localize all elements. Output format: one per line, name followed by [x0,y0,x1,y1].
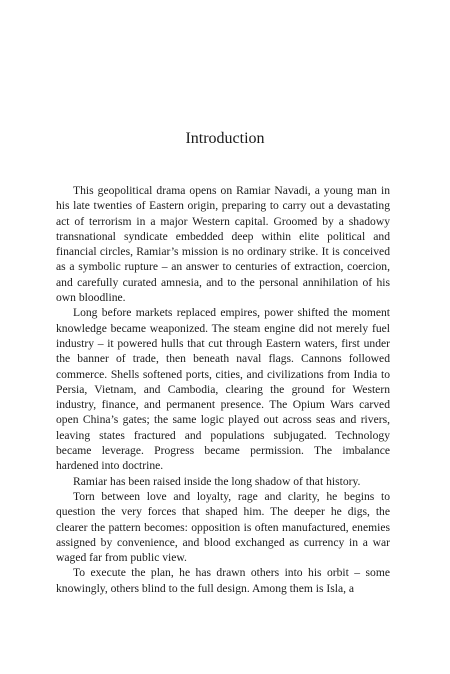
paragraph: This geopolitical drama opens on Ramiar Navadi, a young man in his late twenties of Eastern origin, preparing to carry out a devastating act of terrorism in a major Western capital. Groomed by a shadowy transnational syndicate embedded deep within elite political and financial circles, Ramiar’s mission is no ordinary strike. It is conceived as a symbolic rupture – an answer to centuries of extraction, coercion, and carefully curated amnesia, and to the personal annihilation of his own bloodline. [56,184,390,305]
paragraph: Long before markets replaced empires, power shifted the moment knowledge became weaponized. The steam engine did not merely fuel industry – it powered hulls that cut through Eastern waters, first under the banner of trade, then beneath naval flags. Cannons followed commerce. Shells softened ports, cities, and civilizations from India to Persia, Vietnam, and Cambodia, clearing the ground for Western industry, finance, and permanent presence. The Opium Wars carved open China’s gates; the same logic played out across seas and rivers, leaving states fractured and populations subjugated. Technology became leverage. Progress became permission. The imbalance hardened into doctrine. [56,306,390,473]
body-text [56,183,390,596]
paragraph: Ramiar has been raised inside the long shadow of that history. [73,474,361,488]
paragraph: Torn between love and loyalty, rage and clarity, he begins to question the very forces that shaped him. The deeper he digs, the clearer the pattern becomes: opposition is often manufactured, enemies assigned by convenience, and blood exchanged as currency in a war waged far from public view. [56,489,390,565]
paragraph: To execute the plan, he has drawn others into his orbit – some knowingly, others blind to the full design. Among them is Isla, a [56,566,390,595]
chapter-title: Introduction [185,130,265,147]
